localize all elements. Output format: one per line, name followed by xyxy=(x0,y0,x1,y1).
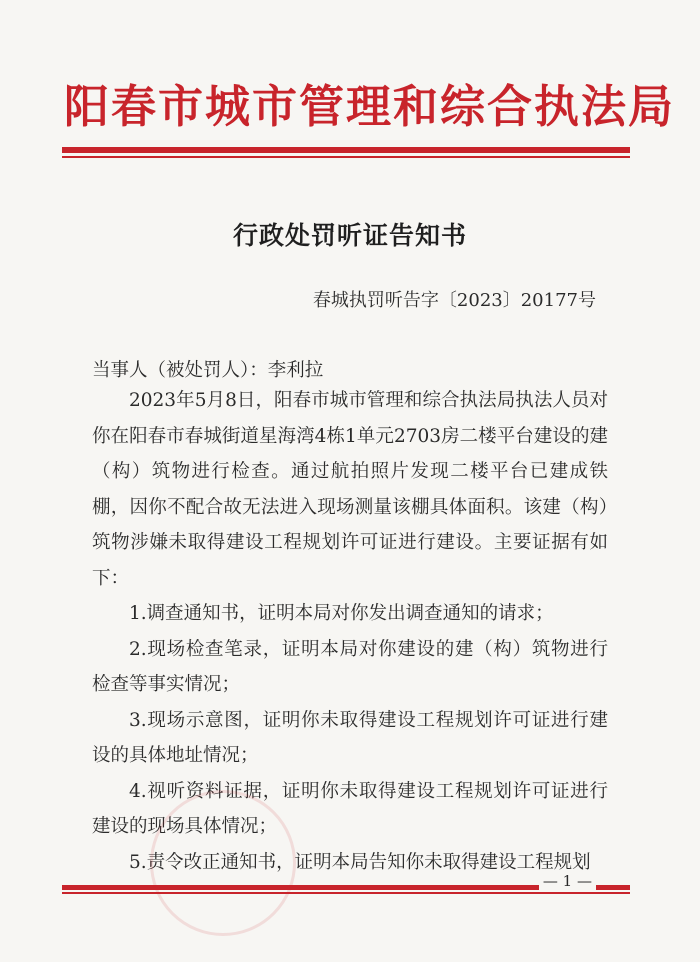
party-line: 当事人（被处罚人）：李利拉 xyxy=(92,360,324,381)
evidence-item: 4.视听资料证据，证明你未取得建设工程规划许可证进行建设的现场具体情况； xyxy=(92,780,608,837)
evidence-item: 3.现场示意图，证明你未取得建设工程规划许可证进行建设的具体地址情况； xyxy=(92,709,608,766)
document-number: 春城执罚听告字〔2023〕20177号 xyxy=(312,290,596,311)
page-number: — 1 — xyxy=(539,872,596,890)
evidence-item: 2.现场检查笔录，证明本局对你建设的建（构）筑物进行检查等事实情况； xyxy=(92,638,608,695)
footer-rule-thin xyxy=(62,892,630,894)
header-rule-thin xyxy=(62,156,630,158)
header-rule-thick xyxy=(62,147,630,153)
org-header: 阳春市城市管理和综合执法局 xyxy=(64,80,676,133)
document-title: 行政处罚听证告知书 xyxy=(232,221,467,250)
body-paragraph: 2023年5月8日，阳春市城市管理和综合执法局执法人员对你在阳春市春城街道星海湾4栋1单元2703房二楼平台建设的建（构）筑物进行检查。通过航拍照片发现二楼平台已建成铁棚，因你不配合故无法进入现场测量该棚具体面积。该建（构）筑物涉嫌未取得建设工程规划许可证进行建设。主要证据有如下： xyxy=(92,390,608,589)
evidence-item: 1.调查通知书，证明本局对你发出调查通知的请求； xyxy=(129,603,554,624)
document-body xyxy=(92,383,608,880)
evidence-item: 5.责令改正通知书，证明本局告知你未取得建设工程规划 xyxy=(129,851,591,873)
